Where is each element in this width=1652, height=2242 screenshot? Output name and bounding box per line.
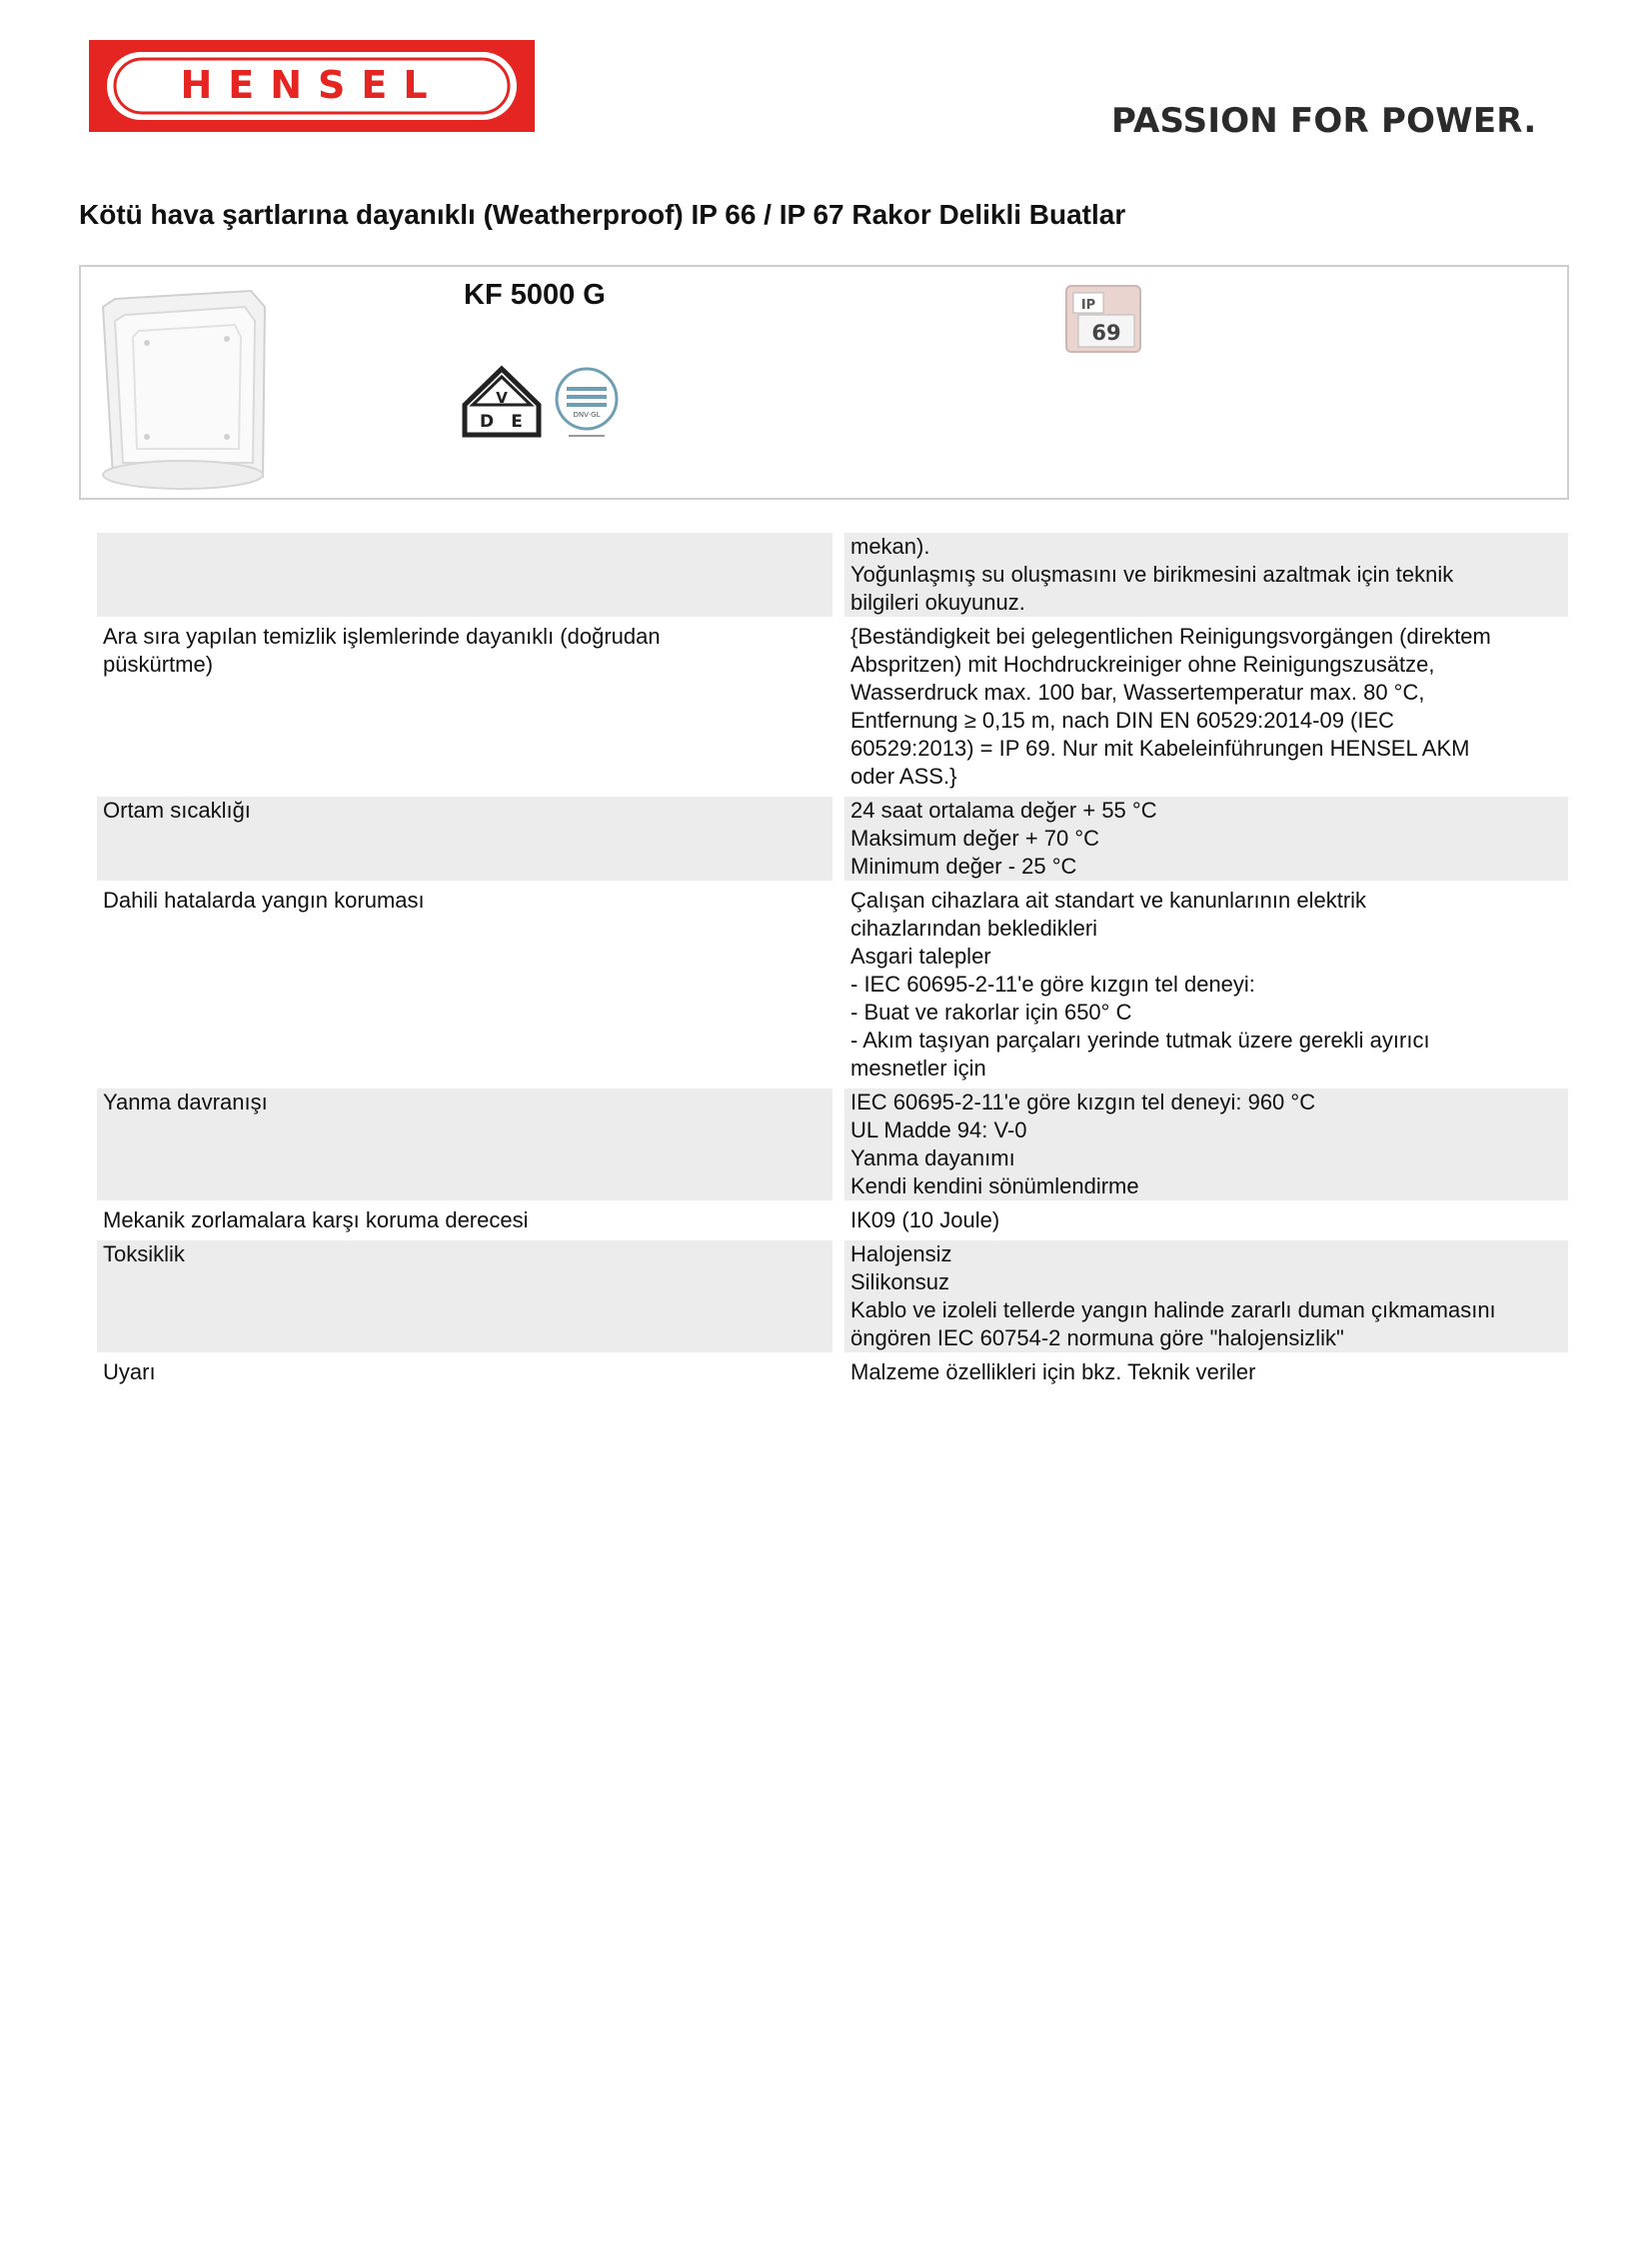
spec-label: Dahili hatalarda yangın koruması [103, 888, 425, 913]
spec-value: Malzeme özellikleri için bkz. Teknik veriler [850, 1359, 1256, 1384]
spec-value: {Beständigkeit bei gelegentlichen Reinigungsvorgängen (direktem Abspritzen) mit Hochdruckreiniger ohne Reinigungszusätze, Wasserdruck max. 100 bar, Wassertemperatur max. 80 °C, Entfernung ≥ 0,15 m, nach DIN EN 60529:2014-09 (IEC 60529:2013) = IP 69. Nur mit Kabeleinführungen HENSEL AKM oder ASS.} [850, 624, 1491, 789]
ip-label: IP [1080, 298, 1096, 313]
spec-value: Çalışan cihazlara ait standart ve kanunlarının elektrik cihazlarından bekledikleri Asgari talepler - IEC 60695-2-11'e göre kızgın tel deneyi: - Buat ve rakorlar için 650° C - Akım taşıyan parçaları yerinde tutmak üzere gerekli ayırıcı mesnetler için [850, 888, 1430, 1081]
ip69-badge [1064, 284, 1142, 354]
svg-text:E: E [511, 412, 523, 432]
hensel-logo [89, 40, 535, 132]
spec-value: IEC 60695-2-11'e göre kızgın tel deneyi: 960 °C UL Madde 94: V-0 Yanma dayanımı Kendi kendini sönümlendirme [844, 1089, 1568, 1200]
spec-label: Toksiklik [97, 1240, 832, 1352]
spec-row [97, 1358, 1568, 1386]
spec-label: Uyarı [103, 1359, 156, 1384]
svg-text:V: V [496, 389, 508, 407]
spec-value: 24 saat ortalama değer + 55 °C Maksimum değer + 70 °C Minimum değer - 25 °C [844, 797, 1568, 881]
svg-text:D: D [479, 412, 495, 432]
ip-rating: 69 [1091, 321, 1121, 345]
spec-row [97, 797, 1568, 881]
hensel-logo-graphic [89, 40, 535, 132]
spec-label: Mekanik zorlamalara karşı koruma derecesi [103, 1207, 529, 1232]
product-name: KF 5000 G [464, 279, 606, 311]
dnv-gl-mark-icon [551, 365, 623, 441]
spec-value: mekan). Yoğunlaşmış su oluşmasını ve birikmesini azaltmak için teknik bilgileri okuyunuz. [844, 533, 1568, 617]
product-card [79, 265, 1569, 500]
spec-value: Halojensiz Silikonsuz Kablo ve izoleli tellerde yangın halinde zararlı duman çıkmamasını öngören IEC 60754-2 normuna göre "halojensizlik" [844, 1240, 1568, 1352]
spec-row [97, 1089, 1568, 1200]
spec-table [97, 527, 1568, 1392]
spec-value: IK09 (10 Joule) [850, 1207, 1000, 1232]
spec-label: Ortam sıcaklığı [97, 797, 832, 881]
spec-row [97, 1206, 1568, 1234]
logo-text: HENSEL [180, 63, 444, 107]
spec-row [97, 1240, 1568, 1352]
spec-row [97, 887, 1568, 1083]
page-title: Kötü hava şartlarına dayanıklı (Weatherproof) IP 66 / IP 67 Rakor Delikli Buatlar [79, 199, 1126, 230]
spec-label [97, 533, 832, 617]
spec-row [97, 533, 1568, 617]
product-image [95, 277, 271, 491]
spec-label: Yanma davranışı [97, 1089, 832, 1200]
slogan: PASSION FOR POWER. [1111, 101, 1537, 141]
spec-label: Ara sıra yapılan temizlik işlemlerinde dayanıklı (doğrudan püskürtme) [103, 624, 661, 677]
vde-mark-icon [461, 365, 543, 439]
svg-text:DNV·GL: DNV·GL [573, 411, 601, 419]
spec-row [97, 623, 1568, 791]
